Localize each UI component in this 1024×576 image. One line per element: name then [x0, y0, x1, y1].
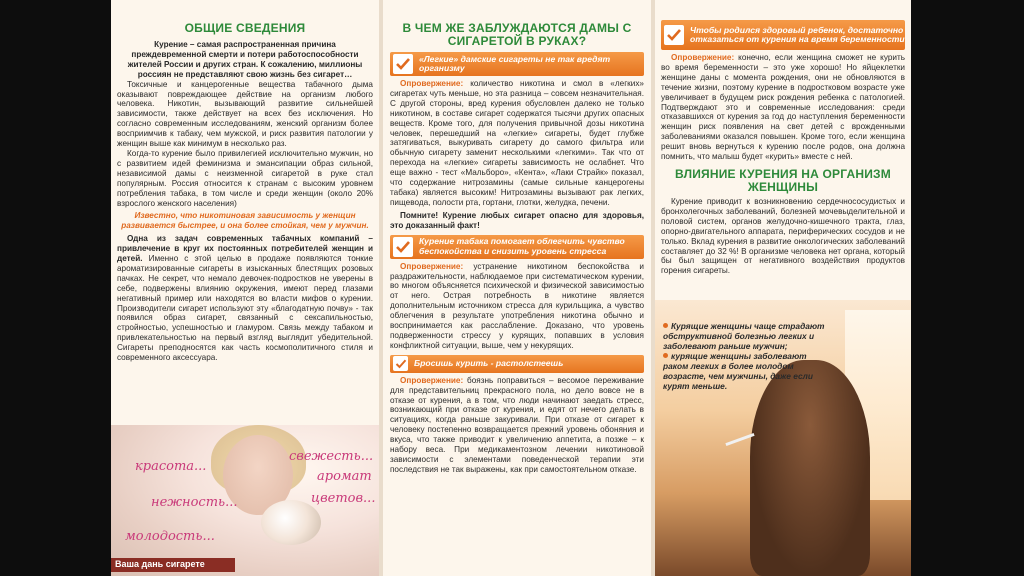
myth-banner [390, 355, 644, 373]
effects-text: Курение приводит к возникновению сердечнососудистых и бронхолегочных заболеваний, болезней мочевыделительной и половой систем, органов желудочно-кишечного тракта, глаз, опорно-двигательного аппарата, периферических сосудов и не только. Вклад курения в развитие онкологических заболеваний составляет до 32 %! В организме человека нет органа, который бы был защищен от негативного воздействия продуктов горения сигареты. [661, 196, 905, 276]
check-icon [393, 356, 408, 371]
check-icon [393, 54, 413, 74]
rebuttal-label: Опровержение: [671, 53, 735, 62]
photo-bouquet [261, 500, 321, 545]
rebuttal-label: Опровержение: [400, 79, 464, 88]
myth-text: Бросишь курить - растолстеешь [414, 358, 564, 368]
rebuttal-body [390, 262, 644, 351]
myth-banner [390, 235, 644, 259]
panel-general-info [111, 0, 379, 576]
list-item: Курящие женщины чаще страдают обструктивной болезнью легких и заболевают раньше мужчин; [663, 321, 825, 351]
rebuttal-label: Опровержение: [400, 375, 464, 385]
rebuttal-text: боязнь поправиться – весомое переживание для представительниц прекрасного пола, но дело вовсе не в отказе от курения, а в том, что люди начинают заедать стресс, возникающий при отказе от курения, и едят от нечего делать в ситуациях, когда раньше закуривали. При отказе от сигарет к человеку постепенно возвращается прежний уровень обоняния и вкуса, что также приводит к увеличению аппетита, а позже – к набору веса. При медикаментозном лечении никотиновой зависимости с элементами поведенческой терапии эти последствия не так выражены, как при самостоятельном отказе. [390, 375, 644, 474]
myth-banner [661, 20, 905, 50]
brochure-sheet [111, 0, 911, 576]
myth-text: Чтобы родился здоровый ребенок, достаточно отказаться от курения на время беременности [690, 24, 905, 44]
paragraph: Токсичные и канцерогенные вещества табачного дыма оказывают повреждающее действие на организм любого человека. Никотин, вызывающий развитие сильнейшей зависимости, также действует на всех без исключения. Но согласно современным исследованиям, женский организм более восприимчив к табаку, чем мужской, и риск развития патологии у женщин выше как минимум в несколько раз. [117, 79, 373, 149]
rebuttal-body [661, 53, 905, 162]
myth-text: Курение табака помогает облегчить чувство беспокойства и снизить уровень стресса [419, 236, 625, 256]
rebuttal-body [390, 79, 644, 231]
bullet-icon [663, 323, 668, 328]
general-info-body [117, 40, 373, 363]
photo-word: молодость... [125, 529, 215, 544]
panel-misconceptions [383, 0, 651, 576]
paragraph: Когда-то курение было привилегией исключительно мужчин, но с развитием идей феминизма и эмансипации образ сильной, независимой дамы с неизменной сигаретой в руке стал популярным. Россия относится к странам с высоким уровнем потребления табака, в том числе и среди женщин (около 20% взрослого женского населения) [117, 148, 373, 208]
general-info-title: ОБЩИЕ СВЕДЕНИЯ [184, 21, 306, 35]
panel3-content [661, 20, 905, 276]
rebuttal-text: количество никотина и смол в «легких» сигаретах чуть меньше, но эта разница – совсем незначительная. С другой стороны, вред курения обусловлен далеко не только никотином, в составе сигарет содержатся тысячи других опасных веществ. Кроме того, для получения привычной дозы никотина человек, перешедший на «легкие» сигареты, будет глубже затягиваться, выкуривать сигарету до самого фильтра или обычную сигарету заменит несколькими «легкими». Так что от перехода на «легкие» сигареты зависимость не ослабнет. Что еще важно - тест «Мальборо», «Кента», «Лаки Страйк» показал, что содержание нитрозамины (самые сильные канцерогены табака) является высоким! Нитрозамины вызывают рак легких, пищевода, полости рта, гортани, глотки, желудка, печени. [390, 79, 644, 207]
lead-text: Курение – самая распространенная причина преждевременной смерти и потери работоспособности жителей России и других стран. К сожалению, миллионы россиян не представляют свою жизнь без сигарет… [127, 40, 363, 79]
check-icon [664, 25, 684, 45]
rebuttal-label: Опровержение: [400, 261, 464, 271]
panel-effects [655, 0, 911, 576]
photo-word: нежность... [151, 495, 238, 510]
photo-caption: Ваша дань сигарете [115, 559, 205, 569]
bride-photo [111, 425, 379, 576]
check-icon [393, 237, 413, 257]
panel2-content [390, 22, 644, 475]
caption-bar [111, 558, 235, 572]
effects-body [661, 197, 905, 276]
rebuttal-body [390, 376, 644, 475]
bold-text: Одна из задач современных табачных компаний – привлечение в круг их постоянных потребителей женщин и детей. [117, 234, 373, 264]
photo-word: аромат [317, 469, 372, 484]
highlight-text: Известно, что никотиновая зависимость у женщин развивается быстрее, и она более стойкая, чем у мужчин. [121, 211, 369, 231]
remember-text: Помните! Курение любых сигарет опасно для здоровья, это доказанный факт! [390, 210, 644, 230]
photo-word: красота... [135, 459, 207, 474]
rebuttal-text: конечно, если женщина сможет не курить во время беременности – это уже хорошо! Но яйцеклетки женщине даны с момента рождения, они не обновляются в течение жизни, поэтому курение в подростковом возрасте уже увеличивает в будущем риск рождения ребенка с патологией. Подтверждают это и современные исследования: среди отказавшихся от курения за год до наступления беременности женщин риск появления на свет детей с врожденными заболеваниями оказался повышен. Кроме того, если женщина решит вновь вернуться к курению после родов, она должна помнить, что малыш будет «курить» вместе с ней. [661, 53, 905, 162]
effects-title: ВЛИЯНИЕ КУРЕНИЯ НА ОРГАНИЗМ ЖЕНЩИНЫ [675, 166, 891, 194]
myth-banner [390, 52, 644, 76]
paragraph: Именно с этой целью в продаже появляются тонкие ароматизированные сигареты в изысканных блестящих розовых пачках. Не секрет, что немало девочек-подростков не уверены в себе, подвержены влиянию окружения, имеют перед глазами негативный пример или находятся во власти мифов о курении. Производители сигарет используют эту «благодатную почву» - так появился образ сигарет, связанный с сексапильностью, стройностью, успешностью и гламуром. Связь между табаком и привлекательностью на первый взгляд выглядит убедительной. Сигареты преподносятся как часть космополитичного стиля и современного аксессуара. [117, 254, 373, 363]
list-item: курящие женщины заболевают раком легких в более молодом возрасте, чем мужчины, даже если курят меньше. [663, 351, 813, 391]
bullet-icon [663, 353, 668, 358]
panel1-content [117, 22, 373, 363]
rebuttal-text: устранение никотином беспокойства и раздражительности, наблюдаемое при систематическом курении, во многом объясняется психической и физической зависимостью от него. Острая потребность в никотине является дополнительным источником стресса для курильщика, а чувство облегчения в результате употребления никотина обычно и воспринимается как расслабление. Доказано, что уровень подверженности стрессу у курящих, попавших в условия конфликтной ситуации, выше, чем у некурящих. [390, 261, 644, 350]
photo-word: свежесть... [289, 449, 374, 464]
misconceptions-title: В ЧЕМ ЖЕ ЗАБЛУЖДАЮТСЯ ДАМЫ С СИГАРЕТОЙ В РУКАХ? [402, 21, 632, 48]
myth-text: «Легкие» дамские сигареты не так вредят организму [419, 53, 611, 73]
effects-bullets [663, 322, 828, 393]
photo-word: цветов... [311, 491, 376, 506]
